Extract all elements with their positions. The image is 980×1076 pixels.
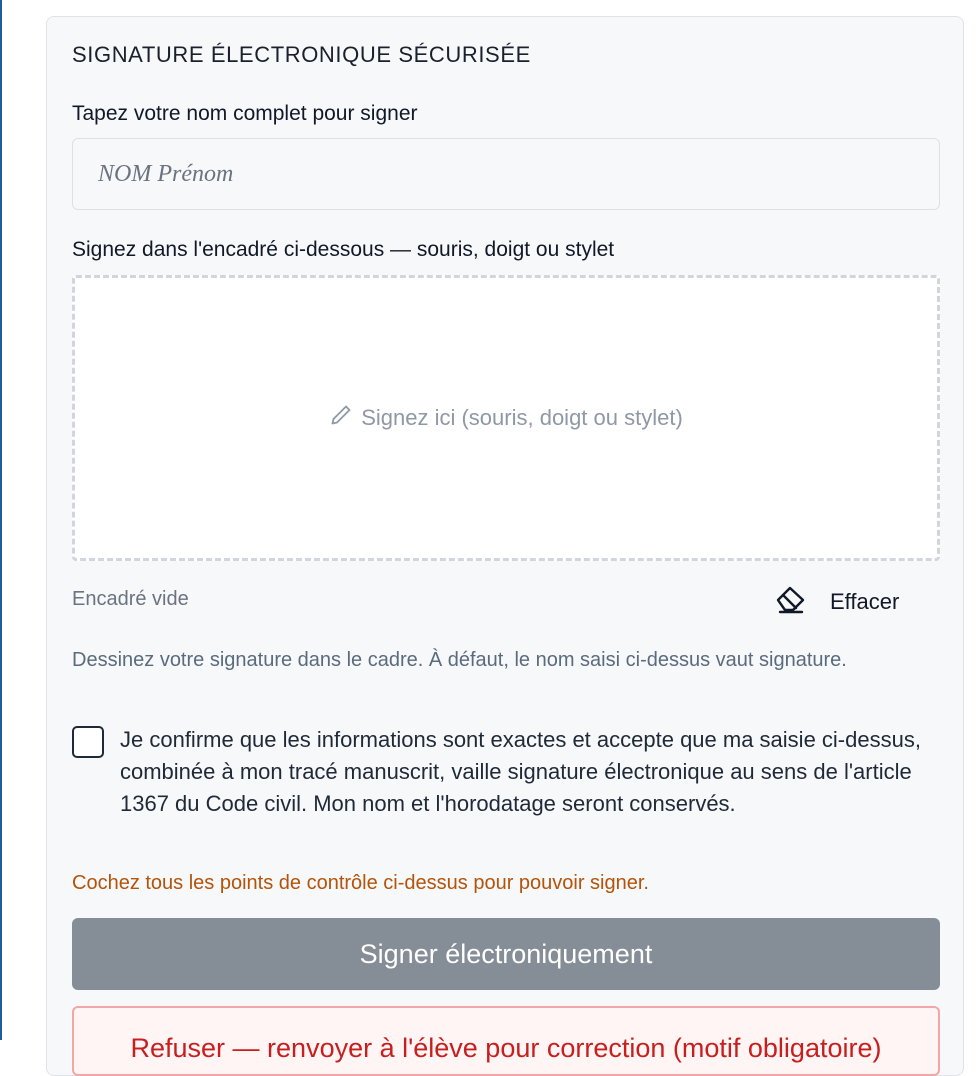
signature-help-text: Dessinez votre signature dans le cadre. À défaut, le nom saisi ci-dessus vaut signature. <box>72 649 847 671</box>
signature-pad-label: Signez dans l'encadré ci-dessous — souris, doigt ou stylet <box>72 238 615 261</box>
eraser-icon <box>772 583 808 621</box>
signature-pad-hint-text: Signez ici (souris, doigt ou stylet) <box>361 405 683 430</box>
pencil-icon <box>329 403 353 433</box>
signature-pad-status: Encadré vide <box>72 588 189 610</box>
consent-checkbox[interactable] <box>72 726 104 758</box>
checklist-warning: Cochez tous les points de contrôle ci-dessus pour pouvoir signer. <box>72 872 649 894</box>
signature-pad-hint <box>329 403 683 433</box>
clear-signature-button[interactable] <box>772 582 899 622</box>
signature-pad[interactable] <box>72 275 940 561</box>
full-name-input[interactable] <box>72 138 940 210</box>
page-left-border <box>0 0 2 1040</box>
consent-text: Je confirme que les informations sont exactes et accepte que ma saisie ci-dessus, combinée à mon tracé manuscrit, vaille signature électronique au sens de l'article 1367 du Code civil. Mon nom et l'horodatage seront conservés. <box>120 727 921 816</box>
section-title: SIGNATURE ÉLECTRONIQUE SÉCURISÉE <box>72 42 531 67</box>
reject-return-button[interactable]: Refuser — renvoyer à l'élève pour correction (motif obligatoire) <box>72 1006 940 1076</box>
sign-electronically-button[interactable]: Signer électroniquement <box>72 918 940 990</box>
name-field-label: Tapez votre nom complet pour signer <box>72 102 418 125</box>
clear-signature-label: Effacer <box>830 589 900 614</box>
